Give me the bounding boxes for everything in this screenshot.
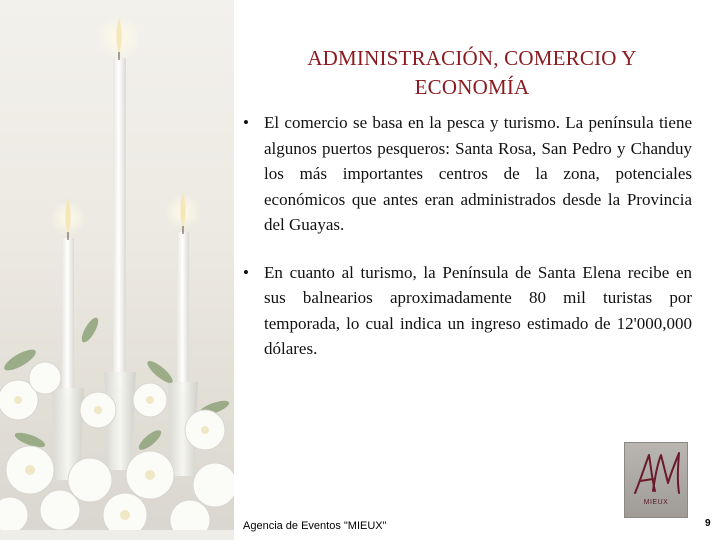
bullet-text: El comercio se basa en la pesca y turismo. La península tiene algunos puertos pesqueros: Santa Rosa, San Pedro y Chanduy los más importantes centros de la zona, potenciales económicos que antes eran administrados desde la Provincia del Guayas. xyxy=(264,113,692,234)
bullet-item-commerce xyxy=(236,110,692,238)
slide-title: ADMINISTRACIÓN, COMERCIO Y ECONOMÍA xyxy=(307,46,637,99)
logo-name: MIEUX xyxy=(643,499,669,506)
bullet-text: En cuanto al turismo, la Península de Santa Elena recibe en sus balnearios aproximadamente 80 mil turistas por temporada, lo cual indica un ingreso estimado de 12'000,000 dólares. xyxy=(264,262,692,358)
bullet-item-tourism xyxy=(236,260,692,362)
mieux-logo xyxy=(624,442,688,518)
monogram-am-icon xyxy=(625,443,689,519)
bullet-marker: • xyxy=(243,113,249,132)
page-number: 9 xyxy=(705,518,711,529)
bullet-marker: • xyxy=(243,262,249,282)
footer-agency: Agencia de Eventos "MIEUX" xyxy=(243,520,387,532)
bullet-list xyxy=(236,110,692,362)
candles-flowers-image xyxy=(0,0,234,540)
